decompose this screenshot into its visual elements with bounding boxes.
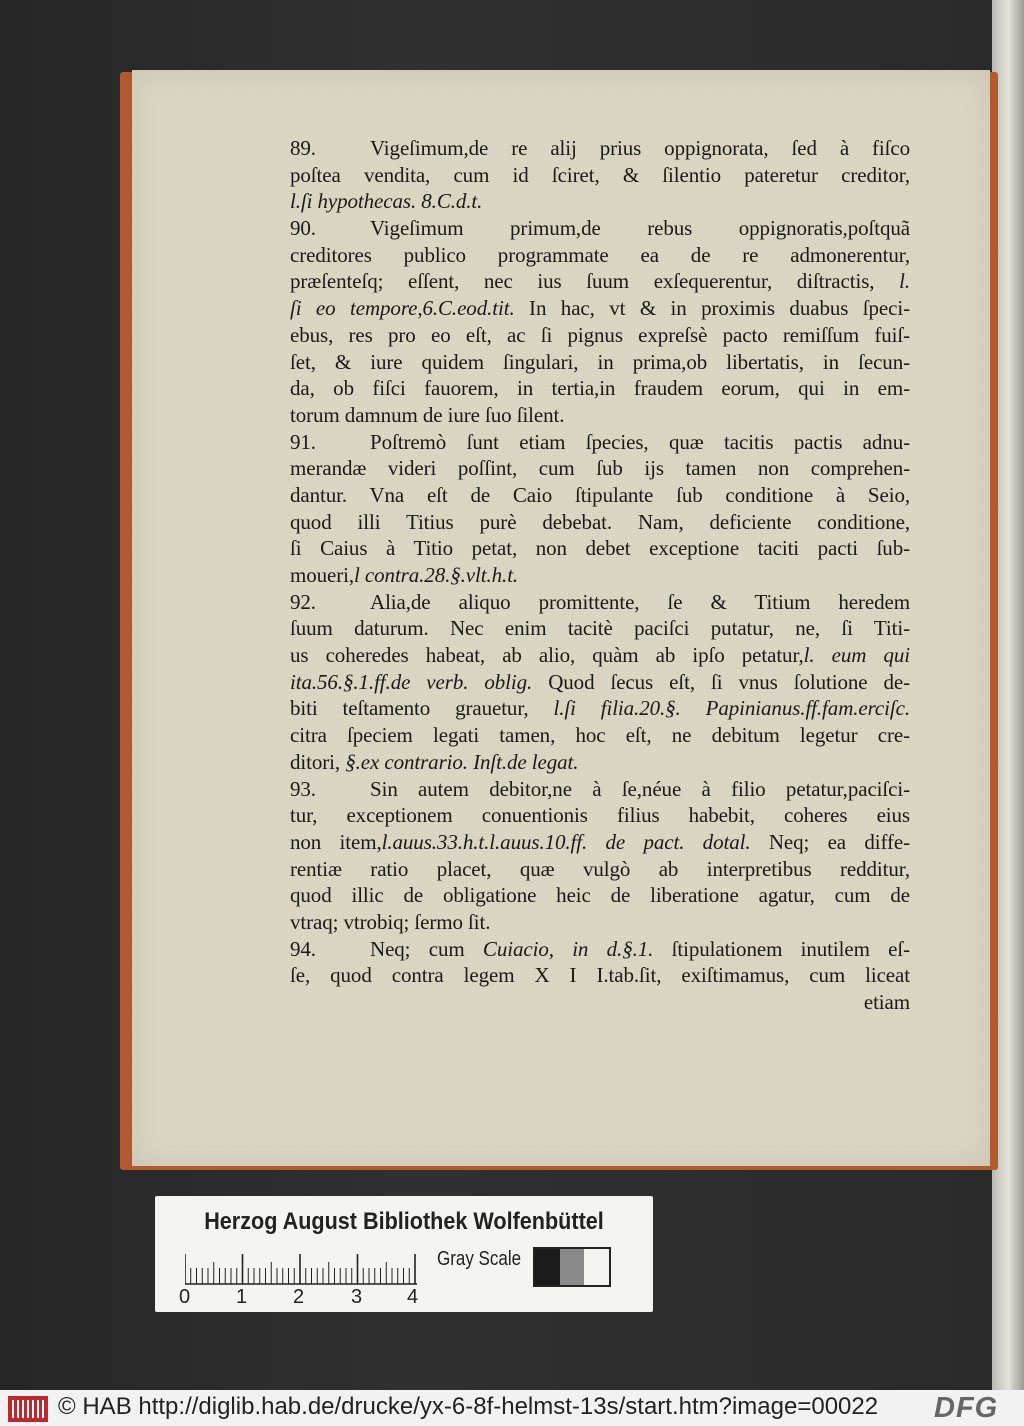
ruler-number: 2 xyxy=(293,1286,305,1308)
text-line xyxy=(290,242,910,269)
line-text: citra ſpeciem legati tamen, hoc eſt, ne debitum legetur cre- xyxy=(290,723,910,748)
paragraph-number: 90. xyxy=(290,216,316,241)
line-text: Vigeſimum primum,de rebus oppignoratis,poſtquã xyxy=(370,216,910,241)
line-text: ſet, & iure quidem ſingulari, in prima,ob libertatis, in ſecun- xyxy=(290,349,910,374)
legal-citation: l. xyxy=(899,269,910,294)
page-text xyxy=(290,135,910,1016)
text-line xyxy=(290,429,910,456)
gray-scale-swatches xyxy=(533,1247,611,1287)
line-text: Quod ſecus eſt, ſi vnus ſolutione de- xyxy=(532,669,910,694)
line-text: ſe, quod contra legem X I I.tab.ſit, exiſtimamus, cum liceat xyxy=(290,963,910,988)
line-text: da, ob fiſci fauorem, in tertia,in fraudem eorum, qui in em- xyxy=(290,376,910,401)
line-text: quod illi Titius purè debebat. Nam, deficiente conditione, xyxy=(290,509,910,534)
text-line xyxy=(290,295,910,322)
line-text: præſenteſq; eſſent, nec ius ſuum exſequerentur, diſtractis, xyxy=(290,269,900,294)
legal-citation: l.ſi filia.20.§. Papinianus.ff.fam.erciſc. xyxy=(553,696,910,721)
text-line xyxy=(290,989,910,1016)
paragraph-number: 89. xyxy=(290,136,316,160)
text-line xyxy=(290,509,910,536)
line-text: vtraq; vtrobiq; ſermo ſit. xyxy=(290,909,491,934)
text-line xyxy=(290,856,910,883)
ruler-numbers xyxy=(179,1286,439,1310)
text-line xyxy=(290,936,910,963)
line-text: moueri, xyxy=(290,563,355,587)
line-text: ſuum daturum. Nec enim tacitè paciſci putatur, ne, ſi Titi- xyxy=(290,616,910,641)
text-line xyxy=(290,482,910,509)
legal-citation: ita.56.§.1.ff.de verb. oblig. xyxy=(290,669,533,694)
text-line xyxy=(290,749,910,776)
text-line xyxy=(290,535,910,562)
text-line xyxy=(290,215,910,242)
library-name: Herzog August Bibliothek Wolfenbüttel xyxy=(204,1208,604,1235)
swatch-black xyxy=(535,1249,560,1285)
text-line xyxy=(290,776,910,803)
line-text: poſtea vendita, cum id ſciret, & ſilentio pateretur creditor, xyxy=(290,162,910,187)
line-text: dantur. Vna eſt de Caio ſtipulante ſub conditione à Seio, xyxy=(290,482,910,507)
line-text: ſtipulationem inutilem eſ- xyxy=(653,936,910,961)
line-text: etiam xyxy=(863,990,910,1014)
ruler-number: 4 xyxy=(407,1286,419,1308)
barcode-icon xyxy=(8,1396,48,1422)
legal-citation: l.ſi hypothecas. 8.C.d.t. xyxy=(290,189,483,214)
dfg-logo: DFG xyxy=(934,1392,999,1424)
legal-citation: l contra.28.§.vlt.h.t. xyxy=(354,563,519,587)
text-line xyxy=(290,188,910,215)
ruler xyxy=(185,1248,425,1288)
ruler-number: 1 xyxy=(236,1286,248,1308)
text-line xyxy=(290,962,910,989)
text-line xyxy=(290,562,910,589)
line-text: ditori, xyxy=(290,749,346,774)
text-line xyxy=(290,829,910,856)
line-text: Vigeſimum,de re alij prius oppignorata, ſed à fiſco xyxy=(370,136,910,160)
line-text: ebus, res pro eo eſt, ac ſi pignus expreſsè pacto remiſſum fuiſ- xyxy=(290,322,910,347)
line-text: Neq; cum xyxy=(370,936,483,961)
text-line xyxy=(290,909,910,936)
legal-citation: l.auus.33.h.t.l.auus.10.ff. de pact. dotal. xyxy=(381,829,751,854)
line-text: creditores publico programmate ea de re admonerentur, xyxy=(290,242,910,267)
text-line xyxy=(290,268,910,295)
text-line xyxy=(290,722,910,749)
text-line xyxy=(290,375,910,402)
line-text: Poſtremò ſunt etiam ſpecies, quæ tacitis pactis adnu- xyxy=(370,429,910,454)
line-text: Alia,de aliquo promittente, ſe & Titium heredem xyxy=(370,589,910,614)
line-text: quod illic de obligatione heic de liberatione agatur, cum de xyxy=(290,883,910,908)
text-line xyxy=(290,455,910,482)
text-line xyxy=(290,402,910,429)
copyright-link[interactable]: © HAB http://diglib.hab.de/drucke/yx-6-8f-helmst-13s/start.htm?image=00022 xyxy=(58,1393,879,1420)
paragraph-number: 92. xyxy=(290,589,316,614)
ruler-number: 0 xyxy=(179,1286,191,1308)
text-line xyxy=(290,322,910,349)
library-label-card xyxy=(155,1196,653,1312)
viewer-footer xyxy=(0,1390,1024,1426)
line-text: rentiæ ratio placet, quæ vulgò ab interpretibus redditur, xyxy=(290,856,910,881)
paragraph-number: 93. xyxy=(290,776,316,801)
line-text: non item, xyxy=(290,829,382,854)
line-text: tur, exceptionem conuentionis filius habebit, coheres eius xyxy=(290,803,910,828)
legal-citation: §.ex contrario. Inſt.de legat. xyxy=(345,749,579,774)
paragraph-number: 91. xyxy=(290,429,316,454)
text-line xyxy=(290,615,910,642)
swatch-gray xyxy=(560,1249,585,1285)
line-text: torum damnum de iure ſuo ſilent. xyxy=(290,402,565,427)
text-line xyxy=(290,882,910,909)
legal-citation: ſi eo tempore,6.C.eod.tit. xyxy=(290,296,515,321)
text-line xyxy=(290,162,910,189)
text-line xyxy=(290,135,910,162)
line-text: us coheredes habeat, ab alio, quàm ab ipſo petatur, xyxy=(290,643,804,668)
line-text: ſi Caius à Titio petat, non debet exceptione taciti pacti ſub- xyxy=(290,536,910,561)
text-line xyxy=(290,349,910,376)
swatch-white xyxy=(584,1249,609,1285)
text-line xyxy=(290,802,910,829)
text-line xyxy=(290,695,910,722)
text-line xyxy=(290,589,910,616)
paragraph-number: 94. xyxy=(290,936,316,961)
line-text: Neq; ea diffe- xyxy=(750,829,910,854)
gray-scale-label: Gray Scale xyxy=(437,1248,522,1270)
text-line xyxy=(290,642,910,669)
legal-citation: l. eum qui xyxy=(803,643,910,668)
line-text: Sin autem debitor,ne à ſe,néue à filio petatur,paciſci- xyxy=(370,776,910,801)
legal-citation: Cuiacio, in d.§.1. xyxy=(482,936,654,961)
line-text: biti teſtamento grauetur, xyxy=(290,696,554,721)
text-line xyxy=(290,669,910,696)
ruler-number: 3 xyxy=(351,1286,363,1308)
line-text: In hac, vt & in proximis duabus ſpeci- xyxy=(514,296,910,321)
line-text: merandæ videri poſſint, cum ſub ijs tamen non comprehen- xyxy=(290,456,910,481)
